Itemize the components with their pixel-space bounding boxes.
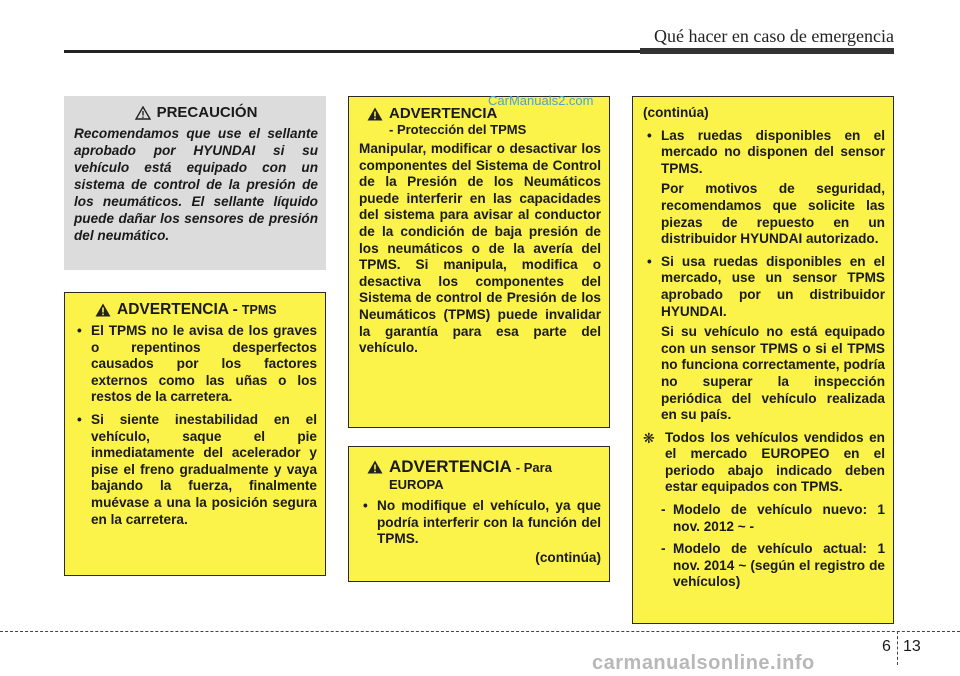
dash-marker: - <box>661 541 666 557</box>
europe-note-text: Todos los vehículos vendidos en el mercado EUROPEO en el periodo abajo indicado deben estar equipados con TPMS. <box>665 429 885 495</box>
list-item: • No modifique el vehículo, ya que podría interferir con la función del TPMS. <box>359 498 601 548</box>
caution-text: Recomendamos que use el sellante aprobado por HYUNDAI si su vehículo está equipado con un sistema de control de la presión de los neumáticos. El sellante líquido puede dañar los sensores de presión del neumático. <box>74 126 318 243</box>
footer-rule <box>0 631 960 632</box>
warning-tpms-title <box>73 301 317 319</box>
warning-triangle-icon <box>135 106 151 120</box>
list-item: • El TPMS no le avisa de los graves o repentinos desperfectos causados por los factores externos como las uñas o los restos de la carretera. <box>73 323 317 406</box>
continued-paragraph-2: Si su vehículo no está equipado con un sensor TPMS o si el TPMS no funciona correctamente, podría no superar la inspección periódica del vehículo realizada en su país. <box>661 324 885 423</box>
warning-europe-title-small: - Para <box>515 459 552 475</box>
warning-europe-list <box>359 498 601 548</box>
list-item: • Las ruedas disponibles en el mercado no disponen del sensor TPMS. <box>643 128 885 178</box>
warning-protection-subtitle: - Protección del TPMS <box>389 122 527 137</box>
caution-box <box>64 96 326 270</box>
header-rule-accent <box>640 48 894 54</box>
list-item: • Si usa ruedas disponibles en el mercado, use un sensor TPMS aprobado por un distribuidor HYUNDAI. <box>643 254 885 320</box>
continued-heading: (continúa) <box>643 105 709 120</box>
list-item: • Si siente inestabilidad en el vehículo, saque el pie inmediatamente del acelerador y pise el freno gradualmente y vaya bajando la fuerza, finalmente muévase a una la posición segura en la carretera. <box>73 412 317 528</box>
model-current-item <box>643 541 885 591</box>
warning-europe-subtitle: EUROPA <box>389 477 444 492</box>
page-divider <box>897 631 898 665</box>
asterisk-icon: ❋ <box>643 429 655 446</box>
warning-triangle-icon <box>367 460 383 474</box>
warning-tpms-list <box>73 323 317 528</box>
continued-list <box>643 128 885 178</box>
warning-tpms-title-small: TPMS <box>241 303 277 317</box>
warning-europe-title-main: ADVERTENCIA <box>389 457 512 476</box>
continued-list-2 <box>643 254 885 320</box>
continues-label: (continúa) <box>535 549 601 565</box>
warning-protection-box <box>348 96 610 428</box>
caution-title <box>74 104 318 121</box>
warning-europe-box <box>348 446 610 582</box>
watermark: CarManuals2.com <box>488 93 594 108</box>
site-watermark: carmanualsonline.info <box>592 652 815 674</box>
section-number: 6 <box>882 638 891 655</box>
warning-protection-title-text: ADVERTENCIA <box>389 105 498 122</box>
page-header-title: Qué hacer en caso de emergencia <box>653 26 894 46</box>
model-new-item <box>643 502 885 535</box>
model-new-text: Modelo de vehículo nuevo: 1 nov. 2012 ~ - <box>673 502 885 534</box>
dash-marker: - <box>661 502 666 518</box>
warning-europe-title <box>359 457 601 477</box>
warning-tpms-title-main: ADVERTENCIA - <box>117 301 238 318</box>
continued-paragraph: Por motivos de seguridad, recomendamos que solicite las piezas de repuesto en un distribuidor HYUNDAI autorizado. <box>661 181 885 247</box>
warning-triangle-icon <box>367 107 383 121</box>
continued-box <box>632 96 894 624</box>
warning-tpms-box <box>64 292 326 576</box>
caution-title-text: PRECAUCIÓN <box>156 104 258 121</box>
warning-protection-text: Manipular, modificar o desactivar los componentes del Sistema de Control de la Presión de los Neumáticos puede interferir en las capacidades del sistema para avisar al conductor de la condición de baja presión de los neumáticos o de la avería del TPMS. Si manipula, modifica o desactiva los componentes del Sistema de control de Presión de los Neumáticos (TPMS) puede invalidar la garantía para esa parte del vehículo. <box>359 141 601 356</box>
warning-triangle-icon <box>95 303 111 317</box>
page-number: 13 <box>903 638 921 655</box>
model-current-text: Modelo de vehículo actual: 1 nov. 2014 ~ (según el registro de vehículos) <box>673 541 885 590</box>
europe-note <box>643 430 885 496</box>
